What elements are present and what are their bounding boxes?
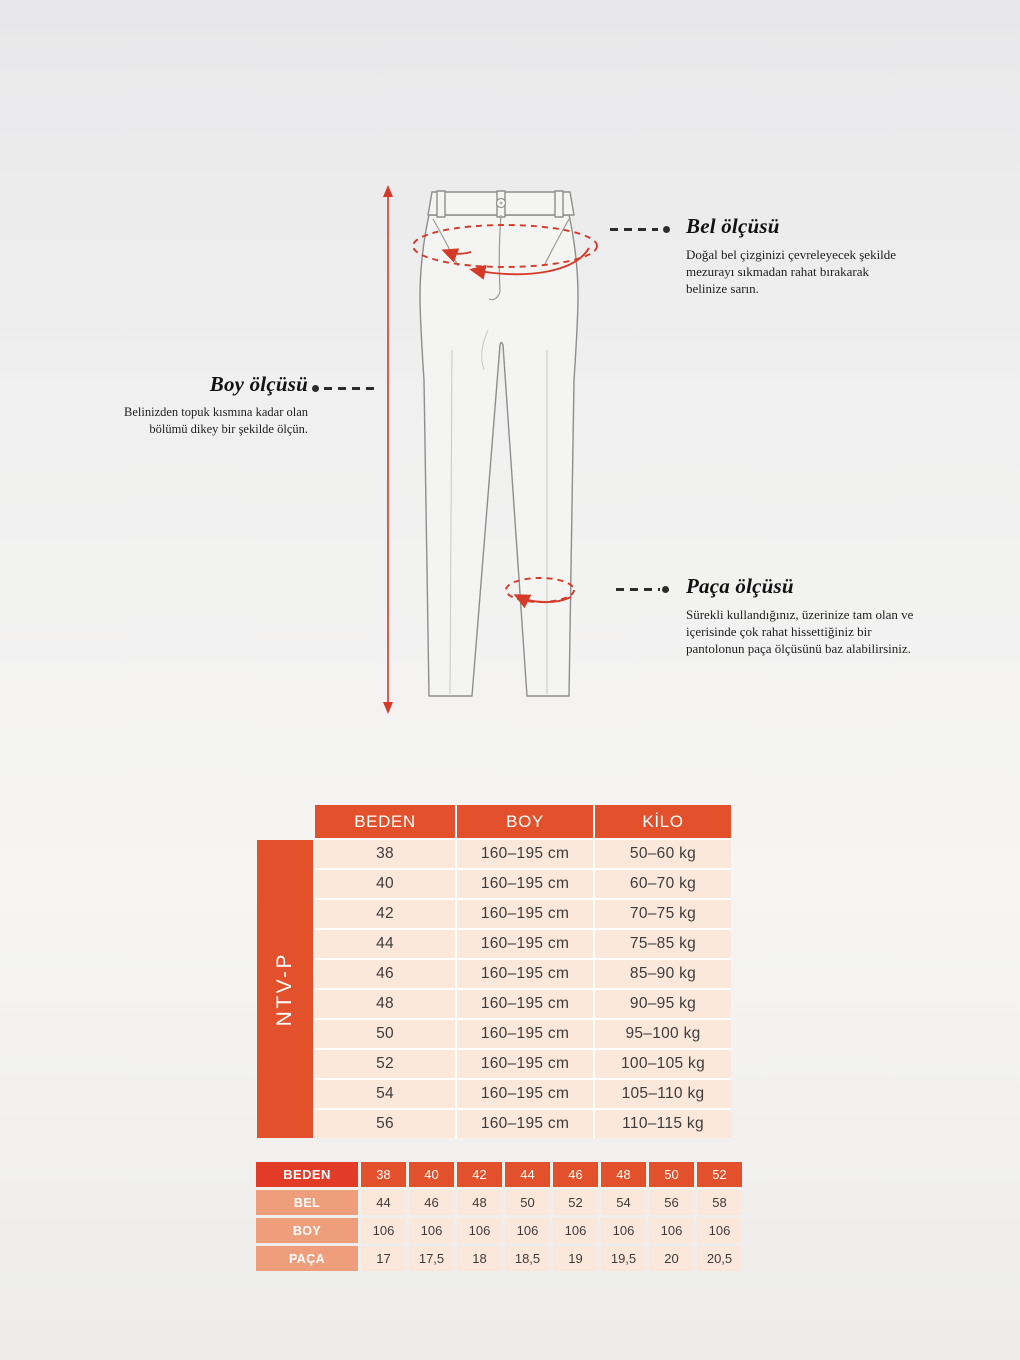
size-table-cell: 56	[315, 1110, 455, 1138]
boy-connector-line	[324, 387, 378, 390]
size-table-cell: 105–110 kg	[595, 1080, 731, 1108]
size-table-cell: 110–115 kg	[595, 1110, 731, 1138]
measure-value-cell: 58	[697, 1190, 742, 1215]
size-table-cell: 160–195 cm	[457, 1020, 593, 1048]
size-table-cell: 75–85 kg	[595, 930, 731, 958]
size-table-cell: 160–195 cm	[457, 930, 593, 958]
measure-row-label: BEL	[256, 1190, 358, 1215]
measure-value-cell: 106	[361, 1218, 406, 1243]
measure-value-cell: 19,5	[601, 1246, 646, 1271]
boy-description: Belinizden topuk kısmına kadar olan bölümü dikey bir şekilde ölçün.	[124, 405, 308, 436]
measure-value-cell: 106	[505, 1218, 550, 1243]
size-table-cell: 160–195 cm	[457, 840, 593, 868]
size-table-cell: 60–70 kg	[595, 870, 731, 898]
product-code: NTV-P	[273, 951, 296, 1027]
measure-value-cell: 48	[457, 1190, 502, 1215]
measure-row-label: BOY	[256, 1218, 358, 1243]
size-table-row	[315, 990, 731, 1018]
measure-size-header: 50	[649, 1162, 694, 1187]
measure-value-cell: 106	[601, 1218, 646, 1243]
measure-value-cell: 52	[553, 1190, 598, 1215]
size-table-cell: 160–195 cm	[457, 1110, 593, 1138]
measure-corner-label: BEDEN	[256, 1162, 358, 1187]
size-table-cell: 54	[315, 1080, 455, 1108]
size-table-cell: 52	[315, 1050, 455, 1078]
size-table-row	[315, 1020, 731, 1048]
measure-value-cell: 106	[697, 1218, 742, 1243]
measure-value-cell: 56	[649, 1190, 694, 1215]
measure-size-header: 38	[361, 1162, 406, 1187]
size-table-row	[315, 840, 731, 868]
bel-description: Doğal bel çizginizi çevreleyecek şekilde mezurayı sıkmadan rahat bırakarak belinize sarın.	[686, 247, 897, 297]
size-table-cell: 160–195 cm	[457, 900, 593, 928]
boy-annotation	[100, 372, 308, 437]
size-table-header	[315, 805, 731, 838]
measure-value-cell: 18,5	[505, 1246, 550, 1271]
measure-value-cell: 17,5	[409, 1246, 454, 1271]
measure-value-cell: 44	[361, 1190, 406, 1215]
size-table-cell: 100–105 kg	[595, 1050, 731, 1078]
size-table-row	[315, 1080, 731, 1108]
measure-size-header: 40	[409, 1162, 454, 1187]
size-table-row	[315, 930, 731, 958]
size-table-cell: 160–195 cm	[457, 1050, 593, 1078]
measure-size-header: 42	[457, 1162, 502, 1187]
bel-connector-line	[610, 228, 658, 231]
size-table-cell: 95–100 kg	[595, 1020, 731, 1048]
trousers-diagram	[375, 180, 645, 725]
size-table-row	[315, 960, 731, 988]
paca-annotation	[686, 574, 914, 657]
size-table-cell: 160–195 cm	[457, 870, 593, 898]
paca-title: Paça ölçüsü	[686, 574, 794, 598]
bel-title: Bel ölçüsü	[686, 214, 780, 238]
size-table-row	[315, 1110, 731, 1138]
size-table-header-kilo: KİLO	[595, 805, 731, 838]
size-table-cell: 70–75 kg	[595, 900, 731, 928]
measure-value-cell: 54	[601, 1190, 646, 1215]
size-table-cell: 38	[315, 840, 455, 868]
paca-connector-dot	[662, 586, 669, 593]
size-table-row	[315, 870, 731, 898]
size-table-cell: 85–90 kg	[595, 960, 731, 988]
size-table-row	[315, 900, 731, 928]
measure-value-cell: 106	[649, 1218, 694, 1243]
size-table-cell: 90–95 kg	[595, 990, 731, 1018]
measure-value-cell: 18	[457, 1246, 502, 1271]
size-table-cell: 46	[315, 960, 455, 988]
measure-value-cell: 20	[649, 1246, 694, 1271]
boy-connector-dot	[312, 385, 319, 392]
length-measure-arrow	[383, 185, 393, 714]
measure-row-label: PAÇA	[256, 1246, 358, 1271]
size-table-cell: 44	[315, 930, 455, 958]
measure-value-cell: 46	[409, 1190, 454, 1215]
measure-size-header: 44	[505, 1162, 550, 1187]
size-table-cell: 160–195 cm	[457, 990, 593, 1018]
measure-value-cell: 106	[553, 1218, 598, 1243]
size-table-cell: 50	[315, 1020, 455, 1048]
paca-description: Sürekli kullandığınız, üzerinize tam olan ve içerisinde çok rahat hissettiğiniz bir pantolonun paça ölçüsünü baz alabilirsiniz.	[686, 607, 914, 657]
size-table-row	[315, 1050, 731, 1078]
product-code-bar	[257, 840, 313, 1138]
measure-size-header: 52	[697, 1162, 742, 1187]
measure-table	[256, 1162, 742, 1271]
size-table-header-boy: BOY	[457, 805, 593, 838]
size-table-cell: 48	[315, 990, 455, 1018]
size-table-cell: 42	[315, 900, 455, 928]
size-table	[315, 805, 731, 1138]
boy-title: Boy ölçüsü	[209, 372, 308, 396]
size-table-cell: 50–60 kg	[595, 840, 731, 868]
bel-annotation	[686, 214, 898, 297]
measure-value-cell: 19	[553, 1246, 598, 1271]
measure-value-cell: 50	[505, 1190, 550, 1215]
measure-value-cell: 106	[409, 1218, 454, 1243]
measure-value-cell: 17	[361, 1246, 406, 1271]
measure-value-cell: 106	[457, 1218, 502, 1243]
paca-connector-line	[616, 588, 660, 591]
measure-size-header: 48	[601, 1162, 646, 1187]
measure-value-cell: 20,5	[697, 1246, 742, 1271]
size-table-cell: 40	[315, 870, 455, 898]
measure-size-header: 46	[553, 1162, 598, 1187]
bel-connector-dot	[663, 226, 670, 233]
size-table-header-beden: BEDEN	[315, 805, 455, 838]
size-table-cell: 160–195 cm	[457, 1080, 593, 1108]
size-table-cell: 160–195 cm	[457, 960, 593, 988]
